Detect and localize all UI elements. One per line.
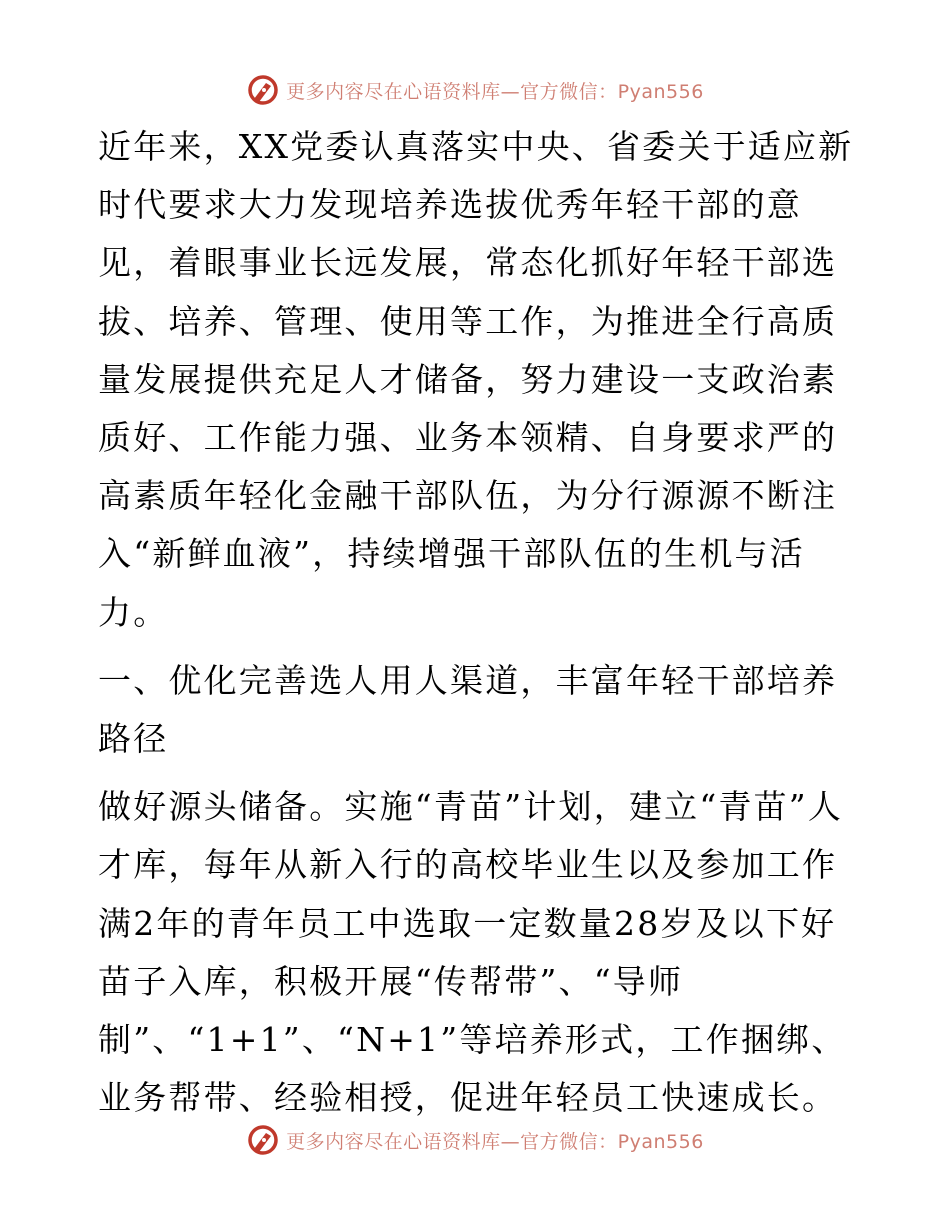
paragraph-source-reserve: 做好源头储备。实施“青苗”计划，建立“青苗”人才库，每年从新入行的高校毕业生以及参加工作满2年的青年员工中选取一定数量28岁及以下好苗子入库，积极开展“传帮带”、“导师制”、“1+1”、“N+1”等培养形式，工作捆绑、业务帮带、经验相授，促进年轻员工快速成长。 [98,787,847,1118]
watermark-text: 更多内容尽在心语资料库—官方微信：Pyan556 [286,80,704,103]
watermark-header [0,70,950,110]
watermark-footer [0,1120,950,1160]
pen-nib-circle-icon [246,1123,280,1157]
pen-nib-circle-icon [246,73,280,107]
section-heading: 一、优化完善选人用人渠道，丰富年轻干部培养路径 [98,660,838,759]
paragraph-intro: 近年来，XX党委认真落实中央、省委关于适应新时代要求大力发现培养选拔优秀年轻干部的意见，着眼事业长远发展，常态化抓好年轻干部选拔、培养、管理、使用等工作，为推进全行高质量发展提供充足人才储备，努力建设一支政治素质好、工作能力强、业务本领精、自身要求严的高素质年轻化金融干部队伍，为分行源源不断注入“新鲜血液”，持续增强干部队伍的生机与活力。 [98,127,854,632]
document-body [98,118,858,1127]
watermark-text: 更多内容尽在心语资料库—官方微信：Pyan556 [286,1130,704,1153]
